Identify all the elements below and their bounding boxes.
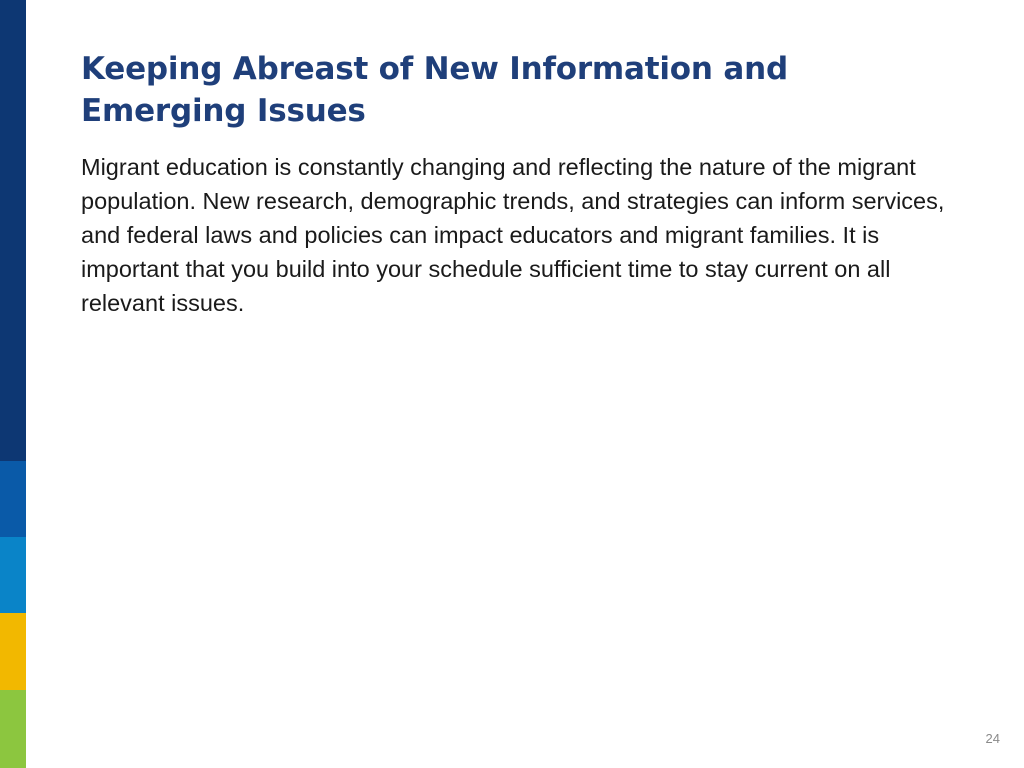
accent-segment-blue [0,461,26,537]
slide-body-text: Migrant education is constantly changing and reflecting the nature of the migrant population. New research, demographic trends, and strategies can inform services, and federal laws and policies can impact educators and migrant families. It is important that you build into your schedule sufficient time to stay current on all relevant issues. [81,154,945,316]
accent-segment-green [0,690,26,768]
slide-title: Keeping Abreast of New Information and Emerging Issues [81,51,788,129]
accent-bar [0,0,26,768]
accent-segment-yellow [0,613,26,690]
accent-segment-light-blue [0,537,26,613]
page-number: 24 [985,731,1000,746]
accent-segment-navy [0,0,26,461]
